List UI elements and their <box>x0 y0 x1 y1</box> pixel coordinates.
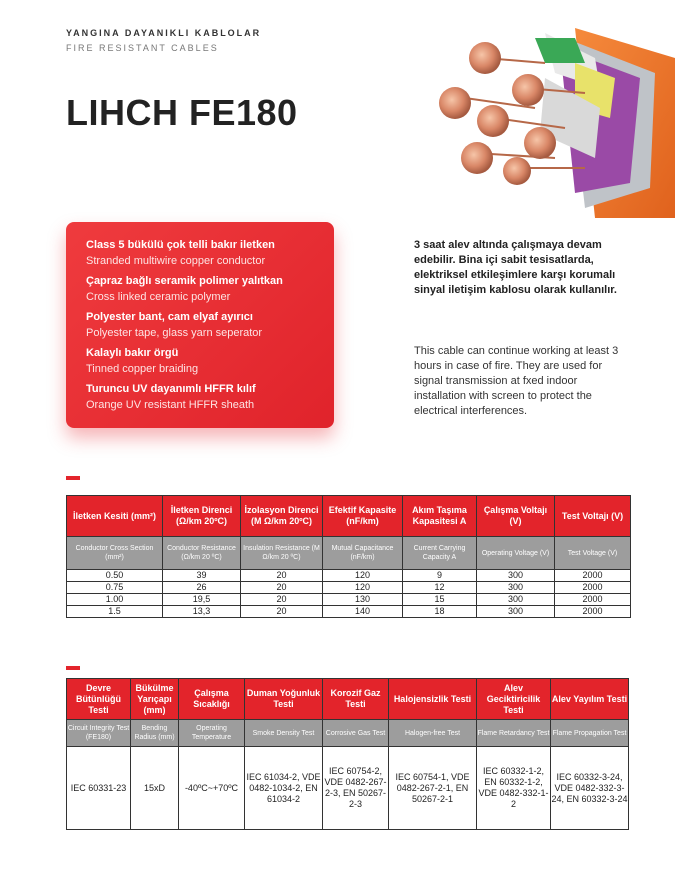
feature-subtitle: Tinned copper braiding <box>86 363 199 375</box>
table-cell: 300 <box>477 594 555 606</box>
column-header: İzolasyon Direnci (M Ω/km 20ºC) <box>241 496 323 537</box>
column-header: Efektif Kapasite (nF/km) <box>323 496 403 537</box>
column-header: Alev Yayılım Testi <box>551 679 629 720</box>
column-header: Alev Geciktiricilik Testi <box>477 679 551 720</box>
table-cell: IEC 60332-3-24, VDE 0482-332-3-24, EN 60332-3-24 <box>551 747 629 830</box>
column-subheader: Halogen-free Test <box>389 720 477 747</box>
table-cell: 20 <box>241 606 323 618</box>
table-header-row <box>67 679 629 720</box>
table-cell: 140 <box>323 606 403 618</box>
column-header: İletken Direnci (Ω/km 20ºC) <box>163 496 241 537</box>
column-subheader: Conductor Cross Section (mm²) <box>67 537 163 570</box>
feature-subtitle: Orange UV resistant HFFR sheath <box>86 399 255 411</box>
table-cell: 12 <box>403 582 477 594</box>
table-cell: 120 <box>323 570 403 582</box>
table-cell: IEC 60331-23 <box>67 747 131 830</box>
table-row <box>67 747 629 830</box>
column-subheader: Test Voltage (V) <box>555 537 631 570</box>
table-cell: 26 <box>163 582 241 594</box>
feature-title: Polyester bant, cam elyaf ayırıcı <box>86 311 253 323</box>
table-cell: IEC 60754-1, VDE 0482-267-2-1, EN 50267-2-1 <box>389 747 477 830</box>
table-cell: 15xD <box>131 747 179 830</box>
column-subheader: Conductor Resistance (Ω/km 20 ºC) <box>163 537 241 570</box>
table-cell: IEC 61034-2, VDE 0482-1034-2, EN 61034-2 <box>245 747 323 830</box>
table-cell: 19,5 <box>163 594 241 606</box>
table-cell: 18 <box>403 606 477 618</box>
table-cell: 300 <box>477 606 555 618</box>
table-row <box>67 594 631 606</box>
table-cell: IEC 60332-1-2, EN 60332-1-2, VDE 0482-332-1-2 <box>477 747 551 830</box>
column-header: Devre Bütünlüğü Testi <box>67 679 131 720</box>
column-header: Çalışma Voltajı (V) <box>477 496 555 537</box>
table-cell: 13,3 <box>163 606 241 618</box>
table-cell: 1.00 <box>67 594 163 606</box>
column-subheader: Operating Temperature <box>179 720 245 747</box>
column-header: Akım Taşıma Kapasitesi A <box>403 496 477 537</box>
table-cell: -40ºC~+70ºC <box>179 747 245 830</box>
feature-item <box>86 274 283 304</box>
feature-subtitle: Stranded multiwire copper conductor <box>86 255 266 267</box>
feature-subtitle: Polyester tape, glass yarn seperator <box>86 327 263 339</box>
table-cell: 300 <box>477 582 555 594</box>
table-cell: 2000 <box>555 570 631 582</box>
table-cell: 2000 <box>555 606 631 618</box>
feature-title: Class 5 bükülü çok telli bakır iletken <box>86 239 275 251</box>
section-marker <box>66 666 80 670</box>
table-cell: IEC 60754-2, VDE 0482-267-2-3, EN 50267-2-3 <box>323 747 389 830</box>
column-header: İletken Kesiti (mm²) <box>67 496 163 537</box>
table-cell: 20 <box>241 594 323 606</box>
feature-subtitle: Cross linked ceramic polymer <box>86 291 231 303</box>
column-subheader: Bending Radius (mm) <box>131 720 179 747</box>
table-cell: 0.75 <box>67 582 163 594</box>
column-subheader: Smoke Density Test <box>245 720 323 747</box>
description-english: This cable can continue working at least 3 hours in case of fire. They are used for signal transmission at fxed indoor installation with screen to protect the electrical interferences. <box>414 345 619 417</box>
column-subheader: Circuit Integrity Test (FE180) <box>67 720 131 747</box>
kicker-english: FIRE RESISTANT CABLES <box>66 43 219 53</box>
test-standards-table <box>66 678 629 830</box>
table-cell: 130 <box>323 594 403 606</box>
feature-item <box>86 238 275 268</box>
column-subheader: Operating Voltage (V) <box>477 537 555 570</box>
column-header: Çalışma Sıcaklığı <box>179 679 245 720</box>
table-cell: 1.5 <box>67 606 163 618</box>
table-cell: 300 <box>477 570 555 582</box>
table-cell: 39 <box>163 570 241 582</box>
table-cell: 9 <box>403 570 477 582</box>
table-row <box>67 606 631 618</box>
electrical-specs-table <box>66 495 631 618</box>
table-cell: 120 <box>323 582 403 594</box>
section-marker <box>66 476 80 480</box>
column-header: Test Voltajı (V) <box>555 496 631 537</box>
feature-item <box>86 346 198 376</box>
column-subheader: Corrosive Gas Test <box>323 720 389 747</box>
column-subheader: Insulation Resistance (M Ω/km 20 ºC) <box>241 537 323 570</box>
column-subheader: Current Carrying Capacity A <box>403 537 477 570</box>
feature-title: Çapraz bağlı seramik polimer yalıtkan <box>86 275 283 287</box>
description-turkish: 3 saat alev altında çalışmaya devam edebilir. Bina içi sabit tesisatlarda, elektriksel etkileşimlere karşı korumalı sinyal iletişim kablosu olarak kullanılır. <box>414 239 617 296</box>
table-cell: 20 <box>241 570 323 582</box>
column-subheader: Mutual Capacitance (nF/km) <box>323 537 403 570</box>
feature-title: Turuncu UV dayanımlı HFFR kılıf <box>86 383 256 395</box>
features-box <box>66 222 334 428</box>
table-subheader-row <box>67 720 629 747</box>
column-header: Halojensizlik Testi <box>389 679 477 720</box>
table-cell: 2000 <box>555 582 631 594</box>
feature-item <box>86 310 262 340</box>
table-subheader-row <box>67 537 631 570</box>
column-header: Bükülme Yarıçapı (mm) <box>131 679 179 720</box>
table-row <box>67 582 631 594</box>
kicker-turkish: YANGINA DAYANIKLI KABLOLAR <box>66 28 262 38</box>
table-row <box>67 570 631 582</box>
page-title: LIHCH FE180 <box>66 92 298 133</box>
feature-item <box>86 382 256 412</box>
table-cell: 0.50 <box>67 570 163 582</box>
column-header: Korozif Gaz Testi <box>323 679 389 720</box>
table-cell: 2000 <box>555 594 631 606</box>
table-header-row <box>67 496 631 537</box>
column-subheader: Flame Retardancy Test <box>477 720 551 747</box>
table-cell: 20 <box>241 582 323 594</box>
column-subheader: Flame Propagation Test <box>551 720 629 747</box>
cable-image <box>425 18 675 218</box>
table-cell: 15 <box>403 594 477 606</box>
column-header: Duman Yoğunluk Testi <box>245 679 323 720</box>
feature-title: Kalaylı bakır örgü <box>86 347 179 359</box>
